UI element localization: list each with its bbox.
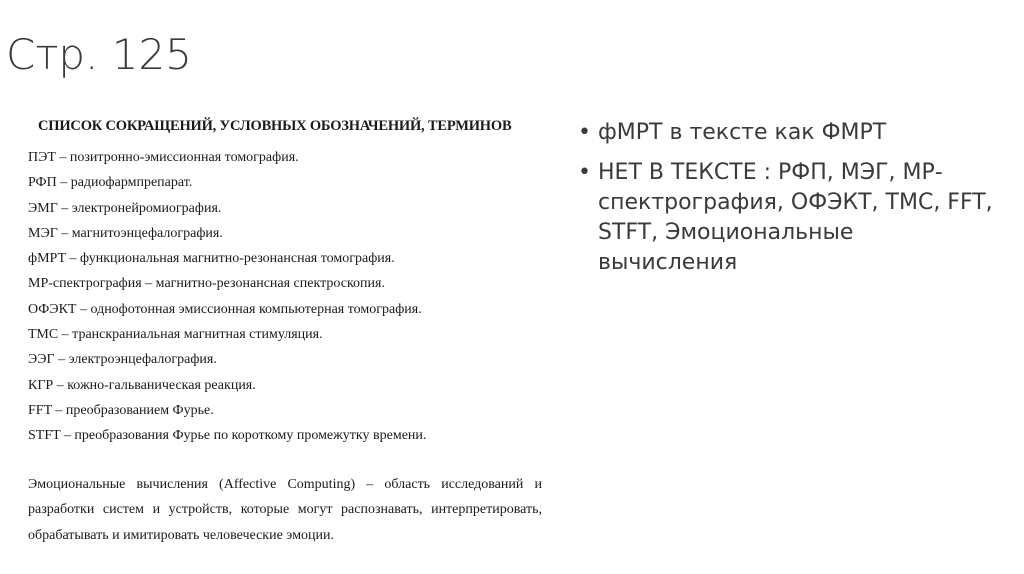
bullet-item [578, 118, 998, 148]
bullet-item [578, 158, 998, 278]
bullet-list [578, 118, 998, 288]
abbreviation-entry: ТМС – транскраниальная магнитная стимуляция. [28, 327, 323, 343]
bullet-icon: • [578, 160, 591, 185]
abbreviation-entry: ПЭТ – позитронно-эмиссионная томография. [28, 150, 299, 165]
abbreviation-entry: ОФЭКТ – однофотонная эмиссионная компьютерная томография. [28, 301, 422, 317]
slide-title: Стр. 125 [6, 30, 192, 79]
abbreviation-entry: МЭГ – магнитоэнцефалография. [28, 225, 223, 241]
definition-paragraph: Эмоциональные вычисления (Affective Computing) – область исследований и разработки систем и устройств, которые могут распознавать, интерпретировать, обрабатывать и имитировать человеческие эмоции. [28, 476, 542, 543]
bullet-text: фМРТ в тексте как ФМРТ [598, 120, 887, 145]
bullet-icon: • [578, 120, 591, 145]
abbreviation-entry: ЭЭГ – электроэнцефалография. [28, 352, 217, 368]
document-scan [28, 118, 548, 548]
abbreviation-entry: FFT – преобразованием Фурье. [28, 402, 214, 418]
abbreviation-list [28, 145, 548, 449]
abbreviation-entry: РФП – радиофармпрепарат. [28, 175, 193, 191]
abbreviation-entry: КГР – кожно-гальваническая реакция. [28, 377, 256, 393]
bullet-text: НЕТ В ТЕКСТЕ : РФП, МЭГ, МР-спектрография, ОФЭКТ, ТМС, FFT, STFT, Эмоциональные вычисления [598, 160, 993, 275]
abbreviation-entry: фМРТ – функциональная магнитно-резонансная томография. [28, 251, 395, 267]
document-heading: СПИСОК СОКРАЩЕНИЙ, УСЛОВНЫХ ОБОЗНАЧЕНИЙ, ТЕРМИНОВ [38, 118, 512, 134]
abbreviation-entry: ЭМГ – электронейромиография. [28, 200, 222, 216]
abbreviation-entry: МР-спектрография – магнитно-резонансная спектроскопия. [28, 276, 385, 292]
abbreviation-entry: STFT – преобразования Фурье по короткому промежутку времени. [28, 428, 427, 444]
